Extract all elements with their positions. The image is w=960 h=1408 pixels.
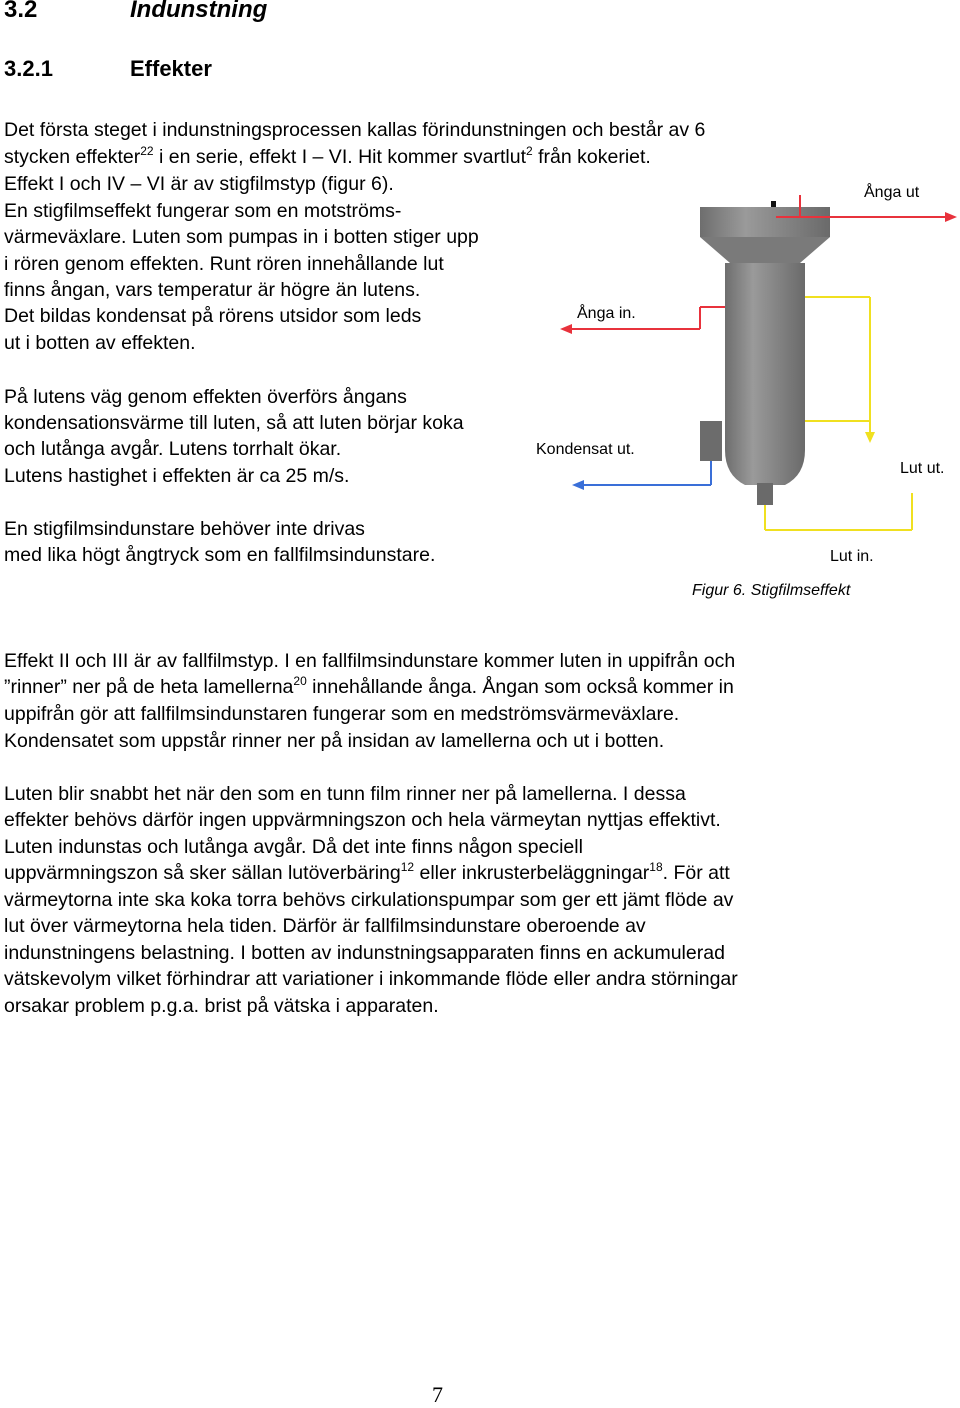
steam-out-arrowhead [945,212,957,222]
para2-line: kondensationsvärme till luten, så att luten börjar koka [4,412,464,434]
intro-line: värmeväxlare. Luten som pumpas in i botten stiger upp [4,226,479,248]
para5-line: värmeytorna inte ska koka torra behövs cirkulationspumpar som ger ett jämt flöde av [4,889,734,911]
section-title: Indunstning [130,0,268,23]
label-steam-out: Ånga ut [864,184,920,201]
page-number: 7 [432,1382,443,1407]
para3-line: med lika högt ångtryck som en fallfilmsindunstare. [4,544,436,566]
para3-line: En stigfilmsindunstare behöver inte drivas [4,518,365,540]
para5-line: effekter behövs därför ingen uppvärmningszon och hela värmeytan nyttjas effektivt. [4,809,721,831]
para4-line: Kondensatet som uppstår rinner ner på insidan av lamellerna och ut i botten. [4,730,665,752]
footnote-ref: 12 [400,859,415,874]
para4-line: uppifrån gör att fallfilmsindunstaren fungerar som en medströmsvärmeväxlare. [4,703,680,725]
footnote-ref: 18 [649,859,663,874]
bottom-nozzle [757,483,773,505]
section-number: 3.2 [4,0,38,23]
para5-line: indunstningens belastning. I botten av indunstningsapparaten finns en ackumulerad [4,942,725,964]
evaporator-figure [560,195,960,590]
label-liquor-in: Lut in. [830,548,874,565]
intro-line: Det bildas kondensat på rörens utsidor som leds [4,305,422,327]
para2-line: På lutens väg genom effekten överförs ångans [4,386,407,408]
intro-line: i rören genom effekten. Runt rören innehållande lut [4,253,444,275]
figure-caption: Figur 6. Stigfilmseffekt [692,582,851,599]
text-span: eller inkrusterbeläggningar [414,862,650,884]
shoulder [700,237,830,263]
para5-line: Luten indunstas och lutånga avgår. Då det inte finns någon speciell [4,836,583,858]
footnote-ref: 20 [293,673,307,688]
text-span: från kokeriet. [532,146,651,168]
text-span: innehållande ånga. Ångan som också kommer in [306,676,734,698]
para4-line [4,674,734,701]
label-steam-in: Ånga in. [577,305,636,322]
intro-line: Effekt I och IV – VI är av stigfilmstyp (figur 6). [4,173,394,195]
condensate-valve [700,421,722,461]
para4-line: Effekt II och III är av fallfilmstyp. I en fallfilmsindunstare kommer luten in uppifrån och [4,650,736,672]
text-span: ”rinner” ner på de heta lamellerna [4,676,294,698]
condensate-arrowhead [572,480,584,490]
intro-line: ut i botten av effekten. [4,332,196,354]
intro-line: En stigfilmseffekt fungerar som en motströms- [4,200,402,222]
intro-line: Det första steget i indunstningsprocessen kallas förindunstningen och består av 6 [4,119,706,141]
label-condensate-out: Kondensat ut. [536,441,635,458]
steam-in-arrowhead [560,324,572,334]
label-liquor-out: Lut ut. [900,460,945,477]
intro-line [4,144,651,171]
footnote-ref: 2 [526,143,533,158]
liquor-out-arrowhead [865,432,875,443]
top-flange [700,207,830,237]
subsection-number: 3.2.1 [4,56,53,81]
footnote-ref: 22 [140,143,154,158]
para2-line: och lutånga avgår. Lutens torrhalt ökar. [4,438,342,460]
intro-line: finns ångan, vars temperatur är högre än lutens. [4,279,421,301]
text-span: i en serie, effekt I – VI. Hit kommer svartlut [153,146,527,168]
para5-line: lut över värmeytorna hela tiden. Därför är fallfilmsindunstare oberoende av [4,915,646,937]
text-span: uppvärmningszon så sker sällan lutöverbäring [4,862,401,884]
text-span: stycken effekter [4,146,141,168]
para5-line [4,860,730,887]
subsection-title: Effekter [130,56,212,81]
text-span: . För att [662,862,730,884]
para2-line: Lutens hastighet i effekten är ca 25 m/s. [4,465,350,487]
para5-line: vätskevolym vilket förhindrar att variationer i inkommande flöde eller andra störningar [4,968,738,990]
para5-line: orsakar problem p.g.a. brist på vätska i apparaten. [4,995,439,1017]
para5-line: Luten blir snabbt het när den som en tunn film rinner ner på lamellerna. I dessa [4,783,686,805]
evaporator-body [725,263,805,485]
